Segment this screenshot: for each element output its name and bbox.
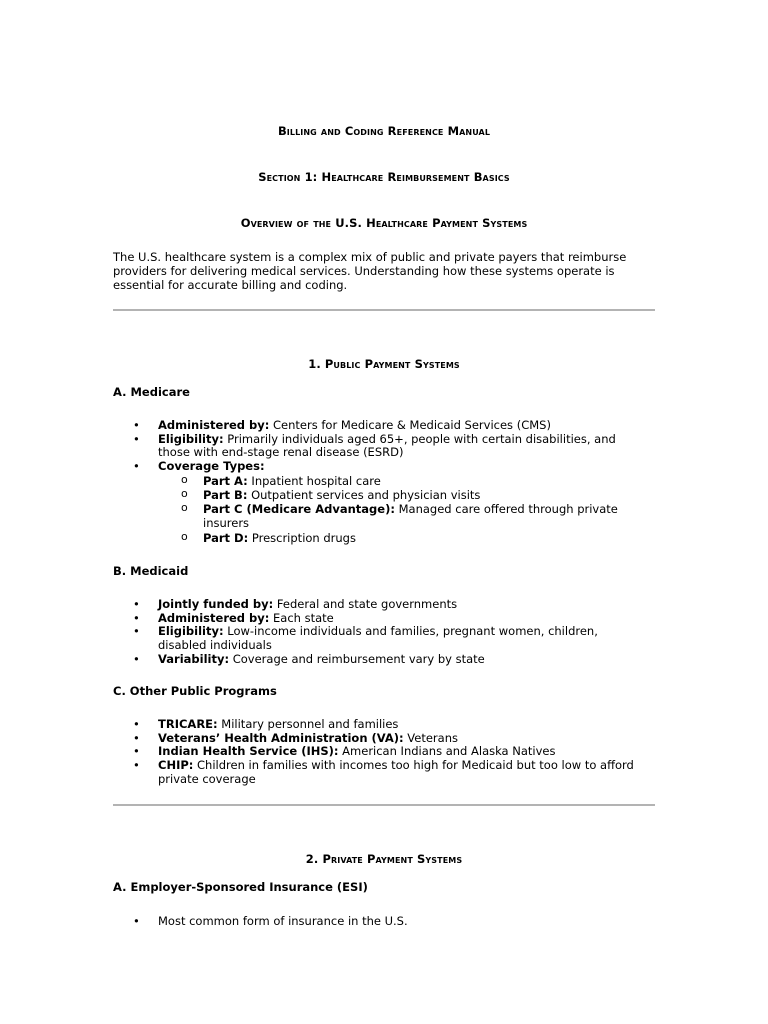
list-item bbox=[113, 653, 643, 667]
item-text: Inpatient hospital care bbox=[247, 473, 381, 488]
list-item bbox=[158, 474, 643, 488]
item-text: Each state bbox=[269, 610, 334, 625]
list-item bbox=[158, 531, 643, 545]
intro-paragraph: The U.S. healthcare system is a complex mix of public and private payers that reimburse providers for delivering medical services. Understanding how these systems operate is essential for accurate billing and coding. bbox=[113, 250, 627, 292]
section-title: Section 1: Healthcare Reimbursement Basics bbox=[258, 170, 510, 184]
item-label: Part B: bbox=[203, 488, 248, 503]
list-item bbox=[158, 502, 643, 530]
list-item bbox=[158, 488, 643, 502]
list-item bbox=[113, 732, 643, 746]
item-text: Veterans bbox=[403, 730, 458, 745]
item-label: Administered by: bbox=[158, 610, 270, 625]
item-label: Variability: bbox=[158, 651, 230, 666]
list-item bbox=[113, 759, 643, 786]
item-text: Coverage and reimbursement vary by state bbox=[229, 651, 485, 666]
item-text: Primarily individuals aged 65+, people with certain disabilities, and those with end-stage renal disease (ESRD) bbox=[158, 431, 616, 460]
list-item bbox=[113, 460, 643, 545]
list-item bbox=[113, 745, 643, 759]
list-item bbox=[113, 433, 643, 460]
item-text: Outpatient services and physician visits bbox=[247, 488, 481, 503]
manual-title: Billing and Coding Reference Manual bbox=[277, 124, 491, 138]
item-label: Part D: bbox=[203, 530, 249, 545]
item-text: Federal and state governments bbox=[273, 597, 458, 611]
item-text: Centers for Medicare & Medicaid Services (CMS) bbox=[269, 418, 551, 432]
item-text: Military personnel and families bbox=[217, 717, 399, 731]
item-label: Part C (Medicare Advantage): bbox=[203, 502, 395, 517]
divider bbox=[113, 804, 655, 806]
list-item bbox=[113, 718, 643, 732]
item-label: Eligibility: bbox=[158, 431, 224, 446]
medicaid-list bbox=[113, 598, 643, 667]
item-text: Children in families with incomes too high for Medicaid but too low to afford private coverage bbox=[158, 758, 634, 786]
item-label: CHIP: bbox=[158, 758, 194, 773]
item-label: Veterans’ Health Administration (VA): bbox=[158, 730, 404, 745]
list-item bbox=[113, 419, 643, 433]
item-text: Most common form of insurance in the U.S. bbox=[158, 914, 408, 928]
item-text: Low-income individuals and families, pregnant women, children, disabled individuals bbox=[158, 624, 598, 653]
item-label: Part A: bbox=[203, 473, 248, 488]
item-text: American Indians and Alaska Natives bbox=[338, 744, 556, 759]
coverage-types-list bbox=[158, 474, 643, 545]
medicare-subheading: A. Medicare bbox=[113, 385, 190, 399]
item-text: Prescription drugs bbox=[248, 530, 356, 545]
item-label: TRICARE: bbox=[158, 717, 218, 731]
item-text: Managed care offered through private insurers bbox=[203, 502, 618, 531]
item-label: Indian Health Service (IHS): bbox=[158, 744, 339, 759]
divider bbox=[113, 309, 655, 311]
public-payment-heading: 1. Public Payment Systems bbox=[308, 357, 460, 371]
esi-subheading: A. Employer-Sponsored Insurance (ESI) bbox=[113, 880, 368, 894]
other-public-subheading: C. Other Public Programs bbox=[113, 684, 277, 698]
esi-list bbox=[113, 915, 643, 929]
item-label: Coverage Types: bbox=[158, 459, 265, 474]
item-label: Eligibility: bbox=[158, 624, 224, 639]
other-public-list bbox=[113, 718, 643, 787]
list-item bbox=[113, 612, 643, 626]
medicare-list bbox=[113, 419, 643, 545]
overview-heading: Overview of the U.S. Healthcare Payment Systems bbox=[240, 216, 528, 230]
item-label: Administered by: bbox=[158, 418, 270, 432]
item-label: Jointly funded by: bbox=[158, 597, 274, 611]
list-item bbox=[113, 598, 643, 612]
private-payment-heading: 2. Private Payment Systems bbox=[305, 852, 463, 866]
medicaid-subheading: B. Medicaid bbox=[113, 564, 189, 578]
list-item bbox=[113, 915, 643, 929]
list-item bbox=[113, 625, 643, 652]
